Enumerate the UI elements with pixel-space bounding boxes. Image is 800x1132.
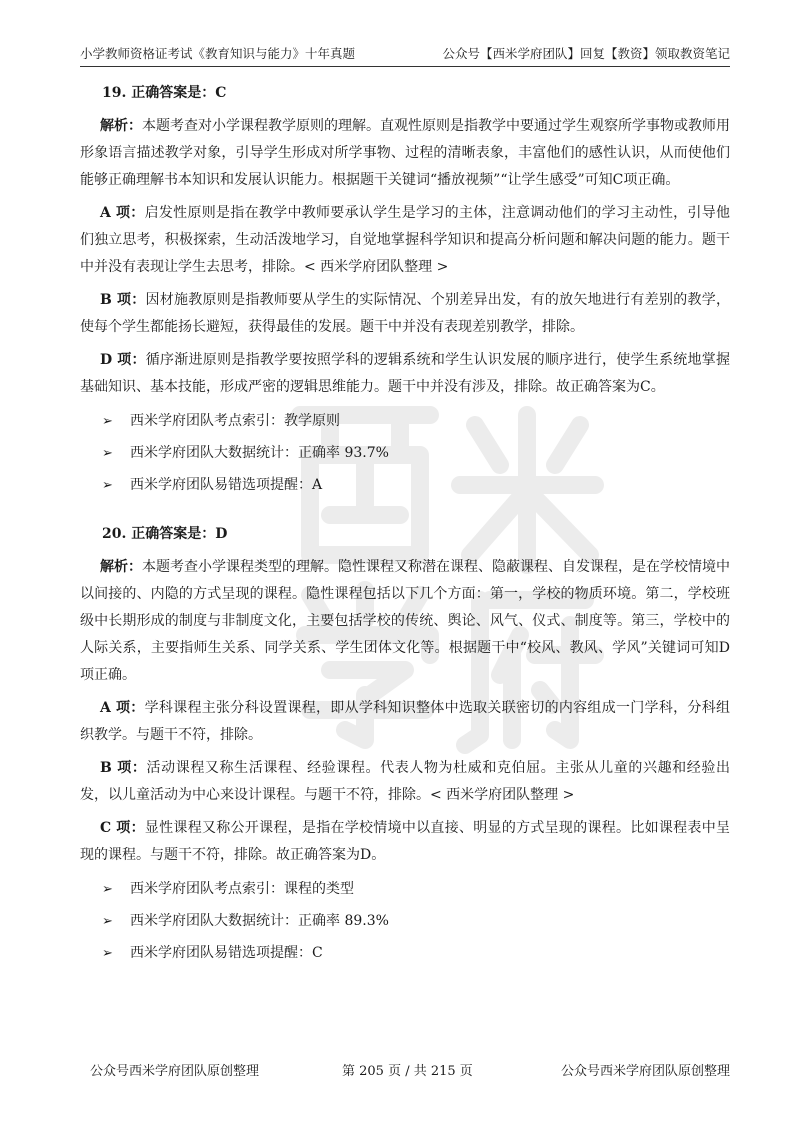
- q19-option-d-text: 循序渐进原则是指教学要按照学科的逻辑系统和学生认识发展的顺序进行，使学生系统地掌握基础知识、基本技能，形成严密的逻辑思维能力。题干中并没有涉及，排除。故正确答案为C。: [80, 352, 730, 395]
- list-item: [102, 407, 730, 435]
- q20-option-a: [80, 695, 730, 749]
- q19-option-a-text: 启发性原则是指在教学中教师要承认学生是学习的主体，注意调动他们的学习主动性，引导他们独立思考，积极探索，生动活泼地学习，自觉地掌握科学知识和提高分析问题和解决问题的能力。题干中并没有表现让学生去思考，排除。< 西米学府团队整理 >: [80, 205, 730, 275]
- header-right-text: 公众号【西米学府团队】回复【教资】领取教资笔记: [442, 46, 730, 61]
- arrow-bullet-icon: ➢: [102, 477, 113, 493]
- q20-option-a-label: A 项：: [100, 700, 145, 716]
- arrow-bullet-icon: ➢: [102, 913, 113, 929]
- q19-option-d: [80, 347, 730, 401]
- q19-bullet-tip: 西米学府团队易错选项提醒：A: [130, 476, 323, 493]
- header-left-text: 小学教师资格证考试《教育知识与能力》十年真题: [80, 46, 356, 61]
- q19-bullet-topic: 西米学府团队考点索引：教学原则: [130, 412, 340, 429]
- q19-option-a-label: A 项：: [100, 205, 145, 221]
- arrow-bullet-icon: ➢: [102, 881, 113, 897]
- footer-left-text: 公众号西米学府团队原创整理: [90, 1064, 260, 1079]
- q20-option-a-text: 学科课程主张分科设置课程，即从学科知识整体中选取关联密切的内容组成一门学科，分科组织教学。与题干不符，排除。: [80, 700, 730, 743]
- q19-option-b: [80, 287, 730, 341]
- q20-option-c-text: 显性课程又称公开课程，是指在学校情境中以直接、明显的方式呈现的课程。比如课程表中呈现的课程。与题干不符，排除。故正确答案为D。: [80, 820, 730, 863]
- q20-option-b: [80, 755, 730, 809]
- footer-right-text: 公众号西米学府团队原创整理: [560, 1064, 730, 1079]
- list-item: [102, 439, 730, 467]
- q20-option-c: [80, 815, 730, 869]
- q20-option-b-label: B 项：: [100, 760, 147, 776]
- q19-analysis-text: 本题考查对小学课程教学原则的理解。直观性原则是指教学中要通过学生观察所学事物或教师用形象语言描述教学对象，引导学生形成对所学事物、过程的清晰表象，丰富他们的感性认识，从而使他们能够正确理解书本知识和发展认识能力。根据题干关键词“播放视频”“让学生感受”可知C项正确。: [80, 118, 730, 188]
- q19-heading: 19. 正确答案是：C: [102, 85, 227, 101]
- q20-bullet-stats: 西米学府团队大数据统计：正确率 89.3%: [130, 912, 389, 929]
- q20-option-b-text: 活动课程又称生活课程、经验课程。代表人物为杜威和克伯屈。主张从儿童的兴趣和经验出发，以儿童活动为中心来设计课程。与题干不符，排除。< 西米学府团队整理 >: [80, 760, 730, 803]
- arrow-bullet-icon: ➢: [102, 445, 113, 461]
- arrow-bullet-icon: ➢: [102, 945, 113, 961]
- q19-option-b-label: B 项：: [100, 292, 146, 308]
- q20-analysis: [80, 554, 730, 689]
- q20-bullet-tip: 西米学府团队易错选项提醒：C: [130, 944, 323, 961]
- q20-bullet-topic: 西米学府团队考点索引：课程的类型: [130, 880, 354, 897]
- page-header: [80, 40, 730, 67]
- q19-analysis: [80, 113, 730, 194]
- page-number: 第 205 页 / 共 215 页: [342, 1064, 473, 1079]
- q19-analysis-label: 解析：: [100, 118, 142, 134]
- q20-analysis-label: 解析：: [100, 559, 142, 575]
- q19-bullet-stats: 西米学府团队大数据统计：正确率 93.7%: [130, 444, 389, 461]
- page-footer: [80, 1060, 730, 1084]
- q19-option-b-text: 因材施教原则是指教师要从学生的实际情况、个别差异出发，有的放矢地进行有差别的教学，使每个学生都能扬长避短，获得最佳的发展。题干中并没有表现差别教学，排除。: [80, 292, 730, 335]
- q19-option-a: [80, 200, 730, 281]
- q20-option-c-label: C 项：: [100, 820, 145, 836]
- q20-heading: 20. 正确答案是：D: [102, 526, 228, 542]
- list-item: [102, 907, 730, 935]
- page-content: [80, 80, 730, 971]
- list-item: [102, 939, 730, 967]
- q19-option-d-label: D 项：: [100, 352, 146, 368]
- list-item: [102, 471, 730, 499]
- arrow-bullet-icon: ➢: [102, 413, 113, 429]
- list-item: [102, 875, 730, 903]
- q20-analysis-text: 本题考查小学课程类型的理解。隐性课程又称潜在课程、隐蔽课程、自发课程，是在学校情境中以间接的、内隐的方式呈现的课程。隐性课程包括以下几个方面：第一，学校的物质环境。第二，学校班级中长期形成的制度与非制度文化，主要包括学校的传统、舆论、风气、仪式、制度等。第三，学校中的人际关系，主要指师生关系、同学关系、学生团体文化等。根据题干中“校风、教风、学风”关键词可知D项正确。: [80, 559, 730, 683]
